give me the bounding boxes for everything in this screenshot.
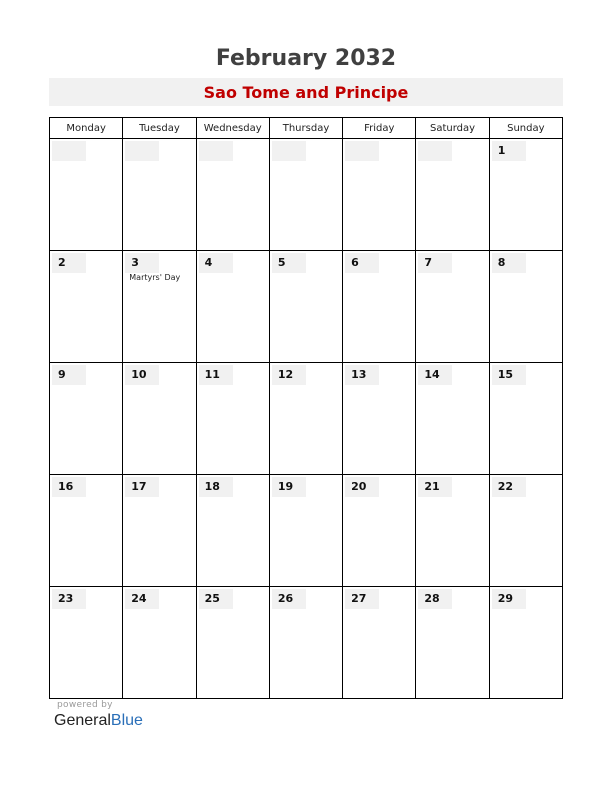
day-cell [196, 587, 269, 699]
weekday-header: Friday [343, 118, 416, 139]
day-cell [50, 363, 123, 475]
day-cell [123, 363, 196, 475]
day-number: 15 [492, 365, 526, 385]
day-cell [489, 139, 562, 251]
day-cell [269, 251, 342, 363]
day-cell [416, 587, 489, 699]
weekday-header-row [50, 118, 563, 139]
day-cell [269, 139, 342, 251]
day-cell [343, 475, 416, 587]
day-number: 13 [345, 365, 379, 385]
day-cell [489, 251, 562, 363]
day-number: 3 [125, 253, 159, 273]
day-number: 9 [52, 365, 86, 385]
calendar-week-row [50, 251, 563, 363]
day-cell [343, 251, 416, 363]
day-cell [123, 475, 196, 587]
day-cell [416, 475, 489, 587]
day-cell [416, 363, 489, 475]
day-cell [416, 139, 489, 251]
brand-general: General [54, 712, 111, 729]
brand-logo [54, 712, 143, 730]
day-cell [196, 251, 269, 363]
day-number: 16 [52, 477, 86, 497]
weekday-header: Monday [50, 118, 123, 139]
page-title: February 2032 [215, 46, 397, 71]
day-cell [343, 363, 416, 475]
day-number [52, 141, 86, 161]
day-cell [196, 139, 269, 251]
calendar-grid [49, 117, 563, 699]
day-number [272, 141, 306, 161]
day-number: 5 [272, 253, 306, 273]
weekday-header: Thursday [269, 118, 342, 139]
day-cell [50, 587, 123, 699]
day-number: 6 [345, 253, 379, 273]
day-number: 12 [272, 365, 306, 385]
country-banner [49, 78, 563, 106]
day-number [418, 141, 452, 161]
day-number: 26 [272, 589, 306, 609]
day-number: 25 [199, 589, 233, 609]
day-cell [196, 475, 269, 587]
day-number: 17 [125, 477, 159, 497]
day-number: 8 [492, 253, 526, 273]
day-cell [50, 475, 123, 587]
day-cell [50, 139, 123, 251]
country-name: Sao Tome and Principe [203, 83, 409, 102]
day-number: 11 [199, 365, 233, 385]
calendar-week-row [50, 475, 563, 587]
holiday-label: Martyrs' Day [129, 273, 181, 282]
day-number: 10 [125, 365, 159, 385]
day-cell [416, 251, 489, 363]
day-number: 20 [345, 477, 379, 497]
weekday-header: Tuesday [123, 118, 196, 139]
day-number: 7 [418, 253, 452, 273]
calendar-week-row [50, 363, 563, 475]
day-cell [196, 363, 269, 475]
day-number: 4 [199, 253, 233, 273]
day-number: 27 [345, 589, 379, 609]
day-number: 2 [52, 253, 86, 273]
day-number: 23 [52, 589, 86, 609]
brand-blue: Blue [110, 712, 143, 729]
calendar-week-row [50, 139, 563, 251]
day-number: 22 [492, 477, 526, 497]
day-cell [50, 251, 123, 363]
day-cell [123, 251, 196, 363]
day-number [199, 141, 233, 161]
day-cell [123, 587, 196, 699]
day-cell [489, 587, 562, 699]
day-cell [343, 139, 416, 251]
powered-by-text: powered by [57, 700, 113, 710]
calendar-body [50, 139, 563, 699]
day-number [345, 141, 379, 161]
day-cell [489, 363, 562, 475]
day-cell [269, 363, 342, 475]
day-cell [269, 475, 342, 587]
day-number: 24 [125, 589, 159, 609]
day-cell [123, 139, 196, 251]
day-number: 28 [418, 589, 452, 609]
day-number: 18 [199, 477, 233, 497]
day-number: 14 [418, 365, 452, 385]
weekday-header: Sunday [489, 118, 562, 139]
day-number [125, 141, 159, 161]
weekday-header: Wednesday [196, 118, 269, 139]
day-number: 21 [418, 477, 452, 497]
day-number: 1 [492, 141, 526, 161]
day-number: 29 [492, 589, 526, 609]
weekday-header: Saturday [416, 118, 489, 139]
calendar-week-row [50, 587, 563, 699]
day-cell [269, 587, 342, 699]
day-cell [343, 587, 416, 699]
day-number: 19 [272, 477, 306, 497]
day-cell [489, 475, 562, 587]
